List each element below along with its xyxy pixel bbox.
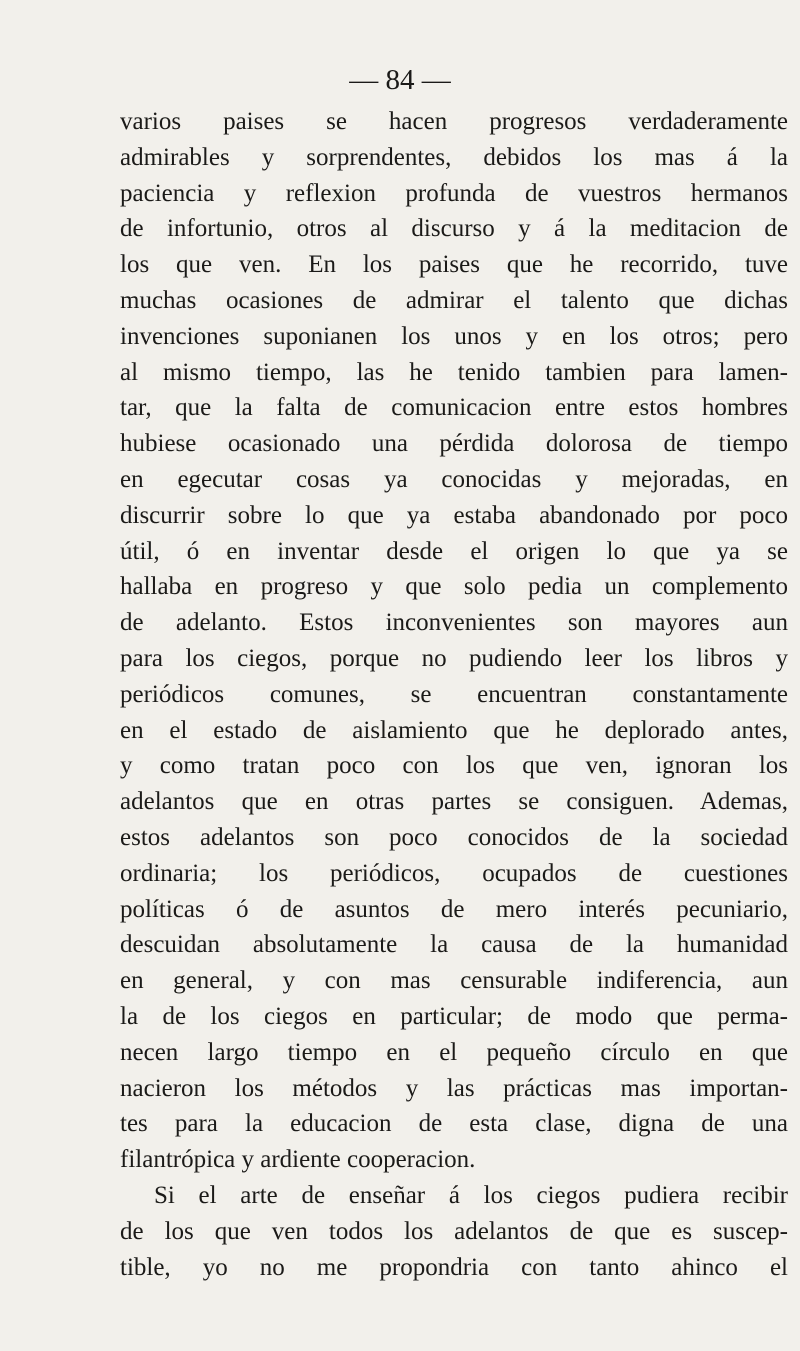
text-line: admirables y sorprendentes, debidos los mas á la xyxy=(120,143,788,171)
text-line: ordinaria; los periódicos, ocupados de cuestiones xyxy=(120,859,788,887)
text-line: políticas ó de asuntos de mero interés pecuniario, xyxy=(120,895,788,923)
text-line: en el estado de aislamiento que he deplorado antes, xyxy=(120,716,788,744)
text-line: estos adelantos son poco conocidos de la sociedad xyxy=(120,823,788,851)
text-line: y como tratan poco con los que ven, ignoran los xyxy=(120,752,788,780)
text-line: descuidan absolutamente la causa de la humanidad xyxy=(120,931,788,959)
text-line: de los que ven todos los adelantos de que es suscep- xyxy=(120,1217,788,1245)
text-line: invenciones suponianen los unos y en los otros; pero xyxy=(120,322,788,350)
text-line: útil, ó en inventar desde el origen lo que ya se xyxy=(120,537,788,565)
text-line: tible, yo no me propondria con tanto ahinco el xyxy=(120,1253,788,1281)
text-line: muchas ocasiones de admirar el talento que dichas xyxy=(120,286,788,314)
text-line: de adelanto. Estos inconvenientes son mayores aun xyxy=(120,609,788,637)
page-number: — 84 — xyxy=(349,64,451,96)
body-text xyxy=(120,104,788,1285)
text-line: de infortunio, otros al discurso y á la meditacion de xyxy=(120,215,788,243)
text-line: varios paises se hacen progresos verdaderamente xyxy=(120,108,788,135)
text-line: Si el arte de enseñar á los ciegos pudiera recibir xyxy=(154,1181,788,1209)
text-line: filantrópica y ardiente cooperacion. xyxy=(120,1146,476,1174)
text-line: hallaba en progreso y que solo pedia un complemento xyxy=(120,573,788,601)
text-line: adelantos que en otras partes se consiguen. Ademas, xyxy=(120,788,788,816)
text-line: en general, y con mas censurable indiferencia, aun xyxy=(120,967,788,995)
text-line: hubiese ocasionado una pérdida dolorosa de tiempo xyxy=(120,430,788,458)
text-line: al mismo tiempo, las he tenido tambien para lamen- xyxy=(120,358,788,386)
text-line: paciencia y reflexion profunda de vuestros hermanos xyxy=(120,179,788,207)
text-line: discurrir sobre lo que ya estaba abandonado por poco xyxy=(120,501,788,529)
text-line: tar, que la falta de comunicacion entre estos hombres xyxy=(120,394,788,422)
text-line: para los ciegos, porque no pudiendo leer los libros y xyxy=(120,644,788,672)
text-line: nacieron los métodos y las prácticas mas importan- xyxy=(120,1074,788,1102)
text-line: los que ven. En los paises que he recorrido, tuve xyxy=(120,251,788,279)
text-line: necen largo tiempo en el pequeño círculo en que xyxy=(120,1038,788,1066)
text-line: tes para la educacion de esta clase, digna de una xyxy=(120,1110,788,1138)
text-line: la de los ciegos en particular; de modo que perma- xyxy=(120,1002,788,1030)
text-line: en egecutar cosas ya conocidas y mejoradas, en xyxy=(120,465,788,493)
text-line: periódicos comunes, se encuentran constantamente xyxy=(120,680,788,708)
